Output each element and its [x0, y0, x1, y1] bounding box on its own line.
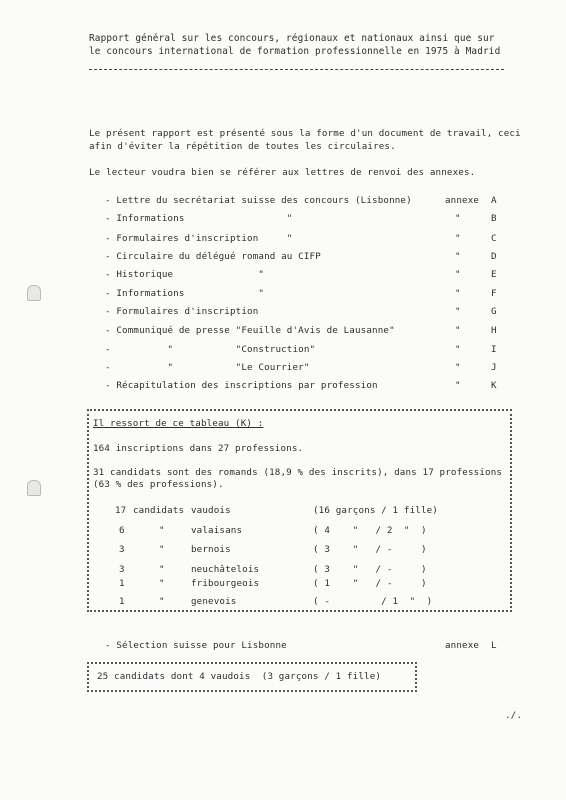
summary-romands-line-2: (63 % des professions).	[93, 479, 224, 490]
selection-annex-label: annexe	[445, 640, 480, 651]
canton-gender-split: ( - / 1 " )	[313, 596, 433, 607]
canton-gender-split: ( 1 " / - )	[313, 578, 427, 589]
annex-letter: I	[491, 344, 497, 355]
annex-letter: J	[491, 362, 497, 373]
annex-label: annexe	[445, 195, 480, 206]
annex-item-text: - " "Le Courrier"	[105, 362, 310, 373]
annex-item-text: - Circulaire du délégué romand au CIFP	[105, 251, 321, 262]
canton-name: fribourgeois	[191, 578, 260, 589]
annex-ditto: "	[455, 213, 461, 224]
summary-total: 164 inscriptions dans 27 professions.	[93, 443, 304, 454]
annex-letter: H	[491, 325, 497, 336]
annex-item	[105, 380, 500, 392]
annex-ditto: "	[455, 233, 461, 244]
annex-ditto: "	[455, 251, 461, 262]
canton-name: neuchâtelois	[191, 564, 260, 575]
canton-name: bernois	[191, 544, 231, 555]
selection-annex-letter: L	[491, 640, 497, 651]
annex-letter: E	[491, 269, 497, 280]
canton-row	[93, 544, 503, 556]
continuation-mark: ./.	[505, 710, 523, 721]
annex-ditto: "	[455, 362, 461, 373]
canton-name: genevois	[191, 596, 237, 607]
selection-line: - Sélection suisse pour Lisbonne	[105, 640, 287, 651]
canton-name: valaisans	[191, 525, 243, 536]
annex-ditto: "	[455, 269, 461, 280]
canton-count: 17	[115, 505, 127, 516]
canton-count: 1	[119, 578, 125, 589]
annex-item-text: - Historique "	[105, 269, 265, 280]
canton-unit: "	[159, 564, 165, 575]
annex-item-text: - Lettre du secrétariat suisse des concours (Lisbonne)	[105, 195, 412, 206]
annex-letter: B	[491, 213, 497, 224]
canton-row	[93, 505, 503, 517]
annex-ditto: "	[455, 325, 461, 336]
canton-row	[93, 525, 503, 537]
canton-gender-split: ( 4 " / 2 " )	[313, 525, 427, 536]
annex-letter: D	[491, 251, 497, 262]
annex-item	[105, 195, 500, 207]
report-title-line-2: le concours international de formation professionnelle en 1975 à Madrid	[89, 46, 501, 57]
canton-gender-split: ( 3 " / - )	[313, 544, 427, 555]
annex-letter: K	[491, 380, 497, 391]
canton-unit: "	[159, 544, 165, 555]
selection-summary: 25 candidats dont 4 vaudois (3 garçons / 1 fille)	[97, 671, 382, 682]
canton-row	[93, 578, 503, 590]
summary-romands-line-1: 31 candidats sont des romands (18,9 % des inscrits), dans 17 professions	[93, 467, 503, 478]
punch-hole-mark	[27, 480, 41, 496]
annex-letter: A	[491, 195, 497, 206]
canton-name: vaudois	[191, 505, 231, 516]
intro-paragraph-line-2: afin d'éviter la répétition de toutes les circulaires.	[89, 141, 396, 152]
annex-item-text: - Récapitulation des inscriptions par profession	[105, 380, 378, 391]
annex-item-text: - Formulaires d'inscription	[105, 306, 259, 317]
annex-item-text: - Formulaires d'inscription "	[105, 233, 293, 244]
annex-item	[105, 362, 500, 374]
annex-item	[105, 251, 500, 263]
canton-unit: "	[159, 525, 165, 536]
report-title-line-1: Rapport général sur les concours, régionaux et nationaux ainsi que sur	[89, 33, 495, 44]
header-divider	[89, 69, 504, 70]
canton-unit: candidats	[133, 505, 185, 516]
canton-unit: "	[159, 596, 165, 607]
annex-item-text: - Informations "	[105, 213, 293, 224]
canton-row	[93, 596, 503, 608]
annex-ditto: "	[455, 344, 461, 355]
annex-item-text: - " "Construction"	[105, 344, 316, 355]
annex-item	[105, 213, 500, 225]
summary-title: Il ressort de ce tableau (K) :	[93, 418, 264, 429]
annex-ditto: "	[455, 306, 461, 317]
annex-item	[105, 288, 500, 300]
intro-paragraph-line-1: Le présent rapport est présenté sous la forme d'un document de travail, ceci	[89, 128, 521, 139]
canton-gender-split: ( 3 " / - )	[313, 564, 427, 575]
annex-item-text: - Communiqué de presse "Feuille d'Avis de Lausanne"	[105, 325, 395, 336]
annex-letter: G	[491, 306, 497, 317]
annex-item	[105, 233, 500, 245]
punch-hole-mark	[27, 285, 41, 301]
annex-item	[105, 325, 500, 337]
canton-gender-split: (16 garçons / 1 fille)	[313, 505, 438, 516]
canton-count: 1	[119, 596, 125, 607]
annex-item	[105, 344, 500, 356]
annex-ditto: "	[455, 288, 461, 299]
annex-item	[105, 306, 500, 318]
canton-unit: "	[159, 578, 165, 589]
annex-letter: C	[491, 233, 497, 244]
canton-count: 6	[119, 525, 125, 536]
canton-count: 3	[119, 564, 125, 575]
annex-item	[105, 269, 500, 281]
annex-item-text: - Informations "	[105, 288, 265, 299]
canton-count: 3	[119, 544, 125, 555]
annex-letter: F	[491, 288, 497, 299]
intro-paragraph-2: Le lecteur voudra bien se référer aux lettres de renvoi des annexes.	[89, 167, 476, 178]
canton-row	[93, 564, 503, 576]
annex-ditto: "	[455, 380, 461, 391]
